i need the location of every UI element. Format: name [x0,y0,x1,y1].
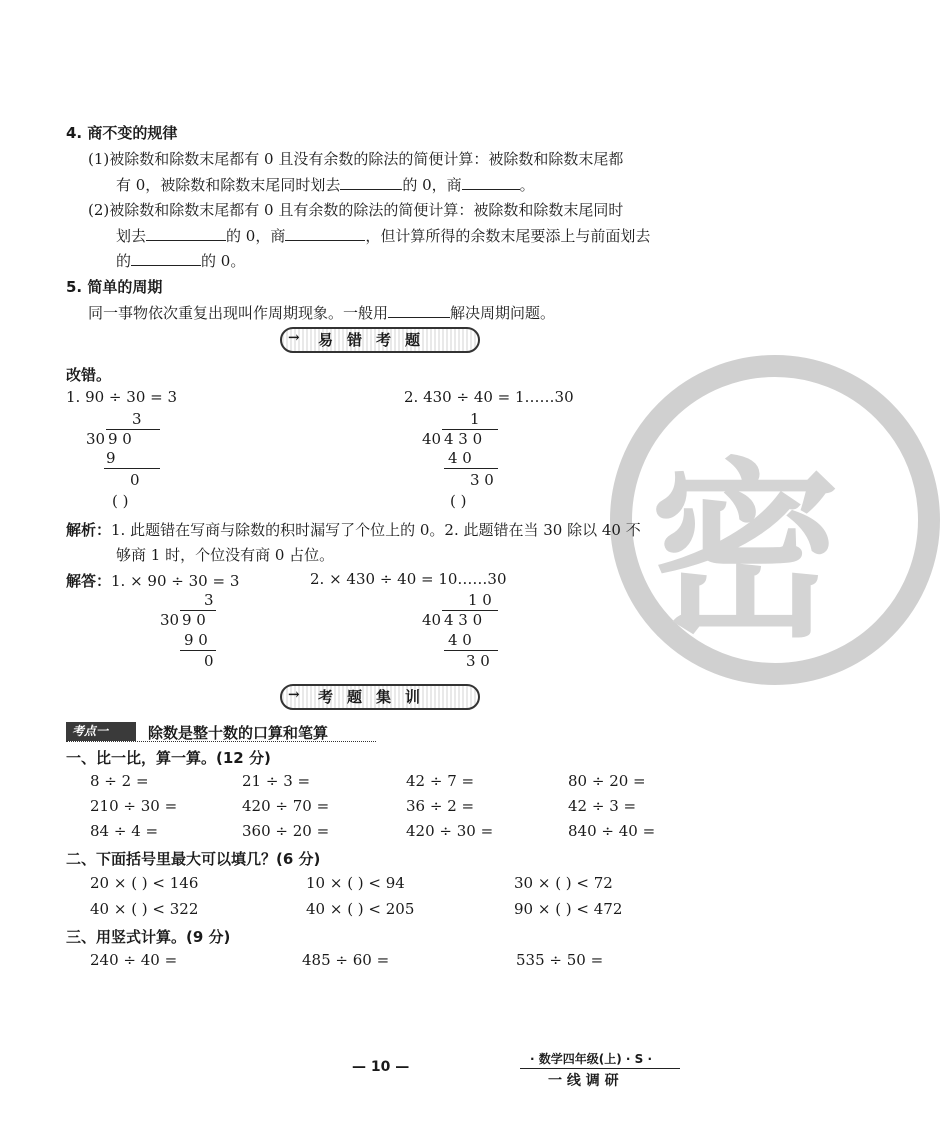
a1-dividend: 9 0 [182,611,206,629]
text: 的 0。 [201,252,246,270]
q1-quotient: 3 [132,410,142,428]
section4-p1-line2 [116,174,535,195]
expr: 42 ÷ 3 = [568,797,637,815]
q2-label: 2. 430 ÷ 40 = 1……30 [404,388,574,406]
answer-blank[interactable] [285,226,365,241]
text: 的 [116,252,132,270]
division-bar [442,610,498,611]
q2-divisor: 40 [422,430,442,448]
text: 解决周期问题。 [450,304,556,322]
expr: 84 ÷ 4 = [90,822,159,840]
banner-exam-training [280,684,480,710]
vertical-calc-item: 240 ÷ 40 = [90,951,178,969]
answer-blank[interactable] [131,251,201,266]
q2-remainder: 3 0 [470,471,494,489]
expr: 42 ÷ 7 = [406,772,475,790]
a2-label: 2. × 430 ÷ 40 = 10……30 [310,570,507,588]
text: 的 0，商 [402,176,462,194]
expr: 840 ÷ 40 = [568,822,656,840]
expr: 360 ÷ 20 = [242,822,330,840]
a2-remainder: 3 0 [466,652,490,670]
inequality[interactable]: 90 × ( ) < 472 [514,900,623,918]
section5-line [88,302,555,323]
expr: 8 ÷ 2 = [90,772,149,790]
a1-divisor: 30 [160,611,180,629]
q2-judge-paren[interactable]: ( ) [450,492,467,510]
a1-remainder: 0 [204,652,214,670]
vertical-calc-item: 535 ÷ 50 = [516,951,604,969]
banner-arrow-icon: → [288,687,300,703]
section4-p2-line2 [116,225,650,246]
q1-judge-paren[interactable]: ( ) [112,492,129,510]
banner-label: 考题集训 [318,688,435,706]
text: 1. 此题错在写商与除数的积时漏写了个位上的 0。2. 此题错在当 30 除以 40 不 [111,521,641,539]
point-underline [66,741,376,742]
banner-error-prone [280,327,480,353]
inequality[interactable]: 30 × ( ) < 72 [514,874,613,892]
section4-title: 4. 商不变的规律 [66,124,178,142]
inequality[interactable]: 20 × ( ) < 146 [90,874,199,892]
page-number: — 10 — [352,1059,410,1075]
banner-label: 易错考题 [318,331,435,349]
analysis-line2: 够商 1 时，个位没有商 0 占位。 [116,546,335,564]
text: 的 0，商 [226,227,286,245]
inequality[interactable]: 40 × ( ) < 322 [90,900,199,918]
section4-p2-line1: (2)被除数和除数末尾都有 0 且有余数的除法的简便计算：被除数和除数末尾同时 [88,201,624,219]
text: 同一事物依次重复出现叫作周期现象。一般用 [88,304,389,322]
part3-title: 三、用竖式计算。(9 分) [66,928,231,946]
answer-blank[interactable] [462,175,520,190]
subtraction-line [104,468,160,469]
expr: 80 ÷ 20 = [568,772,646,790]
division-bar [180,610,216,611]
text: 。 [519,176,535,194]
analysis-line1 [66,519,641,540]
a2-divisor: 40 [422,611,442,629]
answer-line [66,570,239,591]
correction-heading: 改错。 [66,366,112,384]
q1-dividend: 9 0 [108,430,132,448]
a2-product: 4 0 [448,631,472,649]
subtraction-line [444,650,498,651]
text: 1. × 90 ÷ 30 = 3 [111,572,240,590]
inequality[interactable]: 10 × ( ) < 94 [306,874,405,892]
q1-divisor: 30 [86,430,106,448]
answer-blank[interactable] [388,303,450,318]
section4-p1-line1: (1)被除数和除数末尾都有 0 且没有余数的除法的简便计算：被除数和除数末尾都 [88,150,624,168]
answer-label: 解答： [66,572,112,590]
subtraction-line [444,468,498,469]
analysis-label: 解析： [66,521,112,539]
q1-product: 9 [106,449,116,467]
banner-arrow-icon: → [288,330,300,346]
part1-title: 一、比一比，算一算。(12 分) [66,749,271,767]
q2-dividend: 4 3 0 [444,430,483,448]
expr: 420 ÷ 30 = [406,822,494,840]
part2-title: 二、下面括号里最大可以填几？(6 分) [66,850,321,868]
a1-product: 9 0 [184,631,208,649]
text: ，但计算所得的余数末尾要添上与前面划去 [365,227,651,245]
section5-title: 5. 简单的周期 [66,278,163,296]
series-name: 一 线 调 研 [548,1073,619,1089]
q1-label: 1. 90 ÷ 30 = 3 [66,388,178,406]
a2-quotient: 1 0 [468,591,492,609]
expr: 21 ÷ 3 = [242,772,311,790]
text: 划去 [116,227,147,245]
a2-dividend: 4 3 0 [444,611,483,629]
inequality[interactable]: 40 × ( ) < 205 [306,900,415,918]
footer-rule [520,1068,680,1069]
division-bar [106,429,160,430]
q2-product: 4 0 [448,449,472,467]
section4-p2-line3 [116,250,245,271]
book-title: · 数学四年级(上) · S · [530,1052,652,1066]
point-tag: 考点一 [66,722,136,741]
answer-blank[interactable] [340,175,402,190]
expr: 420 ÷ 70 = [242,797,330,815]
a1-quotient: 3 [204,591,214,609]
vertical-calc-item: 485 ÷ 60 = [302,951,390,969]
division-bar [442,429,498,430]
point-title: 除数是整十数的口算和笔算 [148,724,329,742]
watermark-char: 密 [650,442,841,663]
q1-remainder: 0 [130,471,140,489]
q2-quotient: 1 [470,410,480,428]
expr: 36 ÷ 2 = [406,797,475,815]
text: 有 0，被除数和除数末尾同时划去 [116,176,341,194]
subtraction-line [180,650,216,651]
expr: 210 ÷ 30 = [90,797,178,815]
answer-blank[interactable] [146,226,226,241]
